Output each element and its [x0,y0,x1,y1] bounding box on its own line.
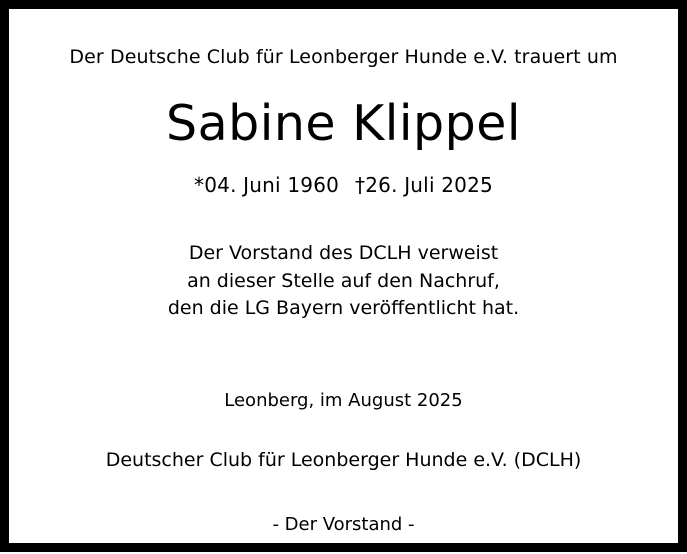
body-line: an dieser Stelle auf den Nachruf, [187,269,500,292]
body-line: Der Vorstand des DCLH verweist [188,242,499,265]
signature: - Der Vorstand - [272,513,415,535]
organization-name: Deutscher Club für Leonberger Hunde e.V. (DCLH) [105,449,582,472]
deceased-name: Sabine Klippel [166,94,521,152]
life-dates [33,172,654,198]
place-and-date: Leonberg, im August 2025 [224,389,463,411]
obituary-content [9,9,678,554]
obituary-body [33,240,654,323]
body-line: den die LG Bayern veröffentlicht hat. [167,297,520,320]
obituary-intro-line: Der Deutsche Club für Leonberger Hunde e.V. trauert um [69,46,618,68]
death-date: †26. Juli 2025 [355,173,493,198]
birth-date: *04. Juni 1960 [194,173,340,198]
